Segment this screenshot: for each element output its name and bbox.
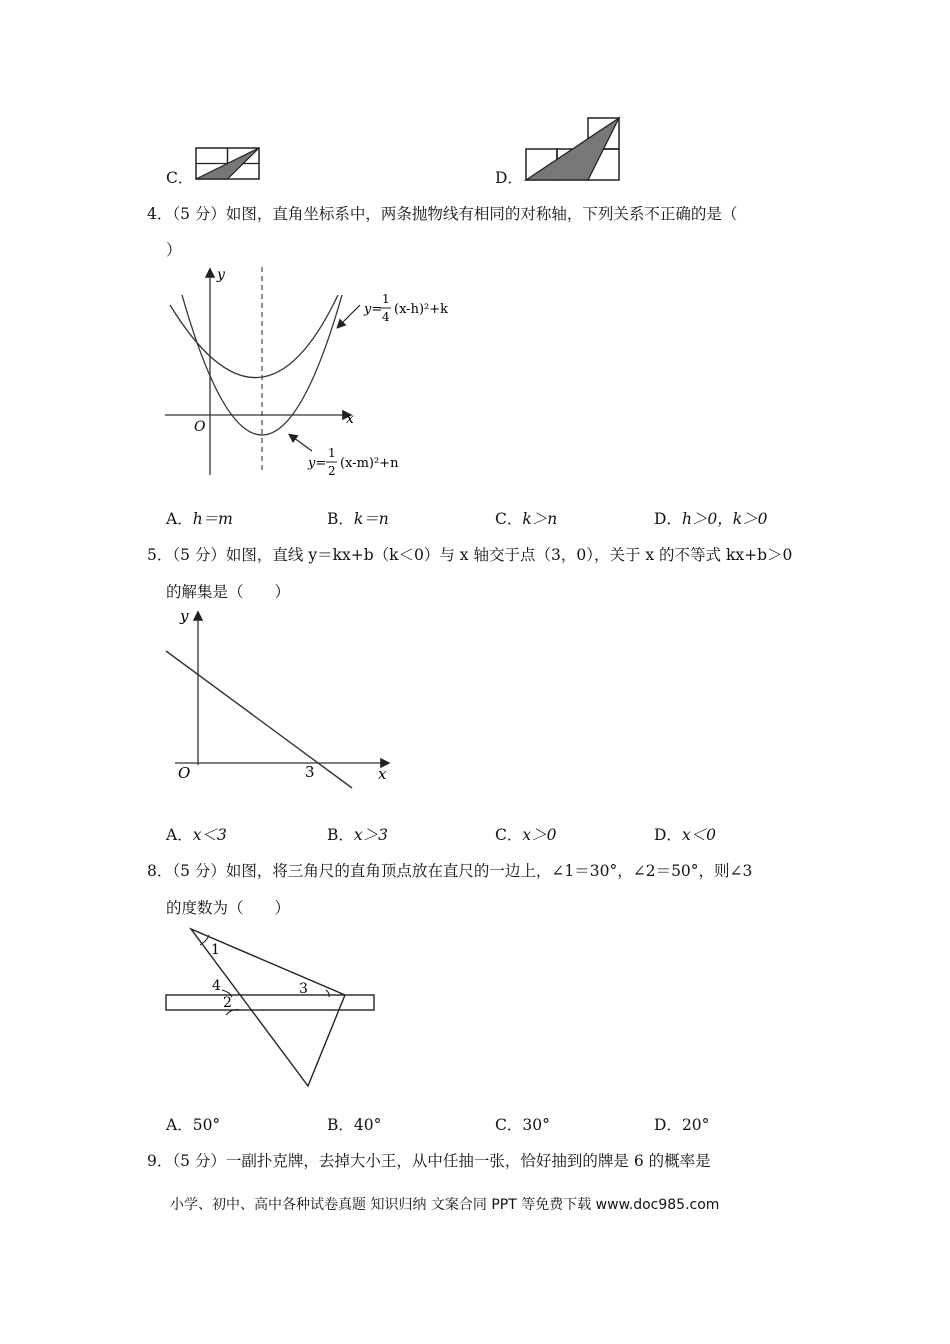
q4-curve2-lhs: y=: [308, 456, 327, 471]
q5-option-d: D．x＜0: [654, 826, 717, 844]
q5-option-a: A．x＜3: [166, 826, 227, 844]
q8-angle3-label: 3: [299, 981, 308, 997]
q8-stem-line1: 8．（5 分）如图，将三角尺的直角顶点放在直尺的一边上，∠1＝30°，∠2＝50°，则∠3: [147, 862, 753, 880]
q4-curve2-den: 2: [328, 464, 336, 478]
q3-option-d-figure: [525, 116, 623, 182]
q4-option-a: A．h＝m: [166, 510, 233, 528]
q8-option-c: C．30°: [495, 1116, 550, 1134]
q5-x-axis-label: x: [378, 765, 387, 783]
q4-x-axis-label: x: [346, 411, 354, 427]
q8-option-b: B．40°: [327, 1116, 382, 1134]
q4-stem-line2: ）: [166, 241, 182, 259]
q8-stem-line2: 的度数为（ ）: [166, 899, 291, 917]
q5-option-c: C．x＞0: [495, 826, 557, 844]
q4-curve1-num: 1: [382, 292, 390, 306]
q5-intercept-label: 3: [305, 763, 315, 781]
q4-curve1-rhs: (x-h)²+k: [394, 302, 448, 317]
page-footer: 小学、初中、高中各种试卷真题 知识归纳 文案合同 PPT 等免费下载 www.doc985.com: [170, 1197, 720, 1213]
q8-option-d: D．20°: [654, 1116, 710, 1134]
q3-option-c-figure: [195, 147, 261, 181]
q4-parabola-figure: [160, 265, 470, 480]
q3-option-c-label: C．: [166, 169, 194, 187]
q3-option-d-label: D．: [495, 169, 523, 187]
q8-angle1-label: 1: [211, 942, 220, 958]
q8-option-a: A．50°: [166, 1116, 221, 1134]
q4-option-b: B．k＝n: [327, 510, 389, 528]
q4-stem-line1: 4．（5 分）如图，直角坐标系中，两条抛物线有相同的对称轴，下列关系不正确的是（: [147, 205, 738, 223]
q4-option-d: D．h＞0，k＞0: [654, 510, 768, 528]
q5-stem-line1: 5．（5 分）如图，直线 y＝kx+b（k＜0）与 x 轴交于点（3，0），关于 x 的不等式 kx+b＞0: [147, 546, 793, 564]
q4-y-axis-label: y: [217, 267, 225, 283]
q8-angle2-label: 2: [223, 995, 232, 1011]
q4-option-c: C．k＞n: [495, 510, 558, 528]
q4-origin-label: O: [194, 419, 206, 435]
q5-option-b: B．x＞3: [327, 826, 388, 844]
q4-curve1-lhs: y=: [364, 302, 383, 317]
q5-origin-label: O: [178, 764, 191, 782]
q5-line-figure: [160, 605, 400, 795]
q5-stem-line2: 的解集是（ ）: [166, 583, 291, 601]
q8-triangle-ruler-figure: [160, 922, 380, 1090]
q8-angle4-label: 4: [212, 978, 221, 994]
q4-curve2-rhs: (x-m)²+n: [340, 456, 399, 471]
q4-curve1-den: 4: [382, 310, 390, 324]
q4-curve2-num: 1: [328, 446, 336, 460]
q5-y-axis-label: y: [180, 607, 189, 625]
q9-stem-line1: 9．（5 分）一副扑克牌，去掉大小王，从中任抽一张，恰好抽到的牌是 6 的概率是: [147, 1152, 711, 1170]
